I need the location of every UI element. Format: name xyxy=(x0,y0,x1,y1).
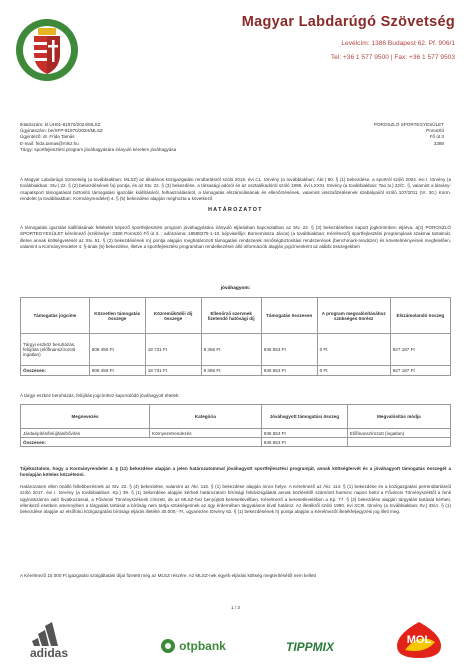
case-officer-email: E-mail: frida.tamas@mlsz.hu xyxy=(20,140,79,146)
table-cell: 908 456 Ft xyxy=(89,366,145,376)
case-reference-block xyxy=(20,122,176,153)
column-header: Elszámolandó összeg xyxy=(390,298,450,334)
table-row xyxy=(21,334,451,366)
page-number: 1 / 3 xyxy=(231,605,240,610)
column-header: Megvalósítás módja xyxy=(347,405,450,429)
registry-number: Iktatószám: kl.UH01-81970/2024/MLSZ xyxy=(20,122,101,127)
mol-wordmark: MOL xyxy=(406,634,432,646)
table-cell: Összesen: xyxy=(21,366,90,376)
adidas-wordmark: adidas xyxy=(29,646,68,660)
column-header: Közvetlen támogatás összege xyxy=(89,298,145,334)
legal-remedy-paragraph: Határozatom ellen önálló fellebbezésnek az Stv. 22. § (4) bekezdése, valamint az Ákr. 116. § (1) bekezdése alapján nincs helye. A Kérelmező az Ákr. 114. § (1) bekezdése és a közigazgatási perrendtartásról szóló 2017. évi I. törvény (a továbbiakban: Kp.) 39. § (1) bekezdése alapján kérheti határozatom bírósági felülvizsgálatát annak közlésétől számított harminc napon belül a Fővárosi Törvényszéktől a fenti ügyiratszámra való hivatkozással, a Fővárosi Törvényszéknek címzett, de az MLSZ-hez benyújtott keresetlevélben. Kérelmező a keresetlevelében a Kp. 77. § (2) bekezdése alapján tárgyalás tartását kérheti, ellenkező esetben amennyiben a tárgyalás tartását a bíróság nem tartja szükségesnek az ügy érdemében tárgyaláson kívül határoz. Az illetékről szóló 1990. évi XCIII. törvény (a továbbiakban: Itv.) 45/A. § (1) bekezdése alapján az elsőfokú közigazgatási bírósági eljárás illetéke 30.000,- Ft, ugyanezen törvény 62. § (1) bekezdésének h) pontja alapján a Kérelmezőt illetékfeljegyzési jog illeti meg. xyxy=(20,484,451,515)
recipient-postcode: 3388 xyxy=(433,140,444,146)
recipient-street: Fő út 3 xyxy=(429,134,444,140)
table-cell: 936 553 Ft xyxy=(261,366,317,376)
table-cell xyxy=(347,438,450,447)
organization-name: Magyar Labdarúgó Szövetség xyxy=(241,14,455,30)
approval-label: jóváhagyom: xyxy=(220,286,251,291)
case-officer: Ügyintéző: dr. Frida Tamás xyxy=(20,134,75,140)
table-header-row xyxy=(21,298,451,334)
table-cell: 18 731 Ft xyxy=(145,366,201,376)
intro-paragraph: A Magyar Labdarúgó Szövetség (a továbbiakban: MLSZ) az általános közigazgatási rendtartásról szóló 2016. évi CL. törvény (a továbbiakban: Ákr.) 80. § (1) bekezdése, a sportról szóló 2004. évi I. törvény (a továbbiakban: Stv.) 22. § (2) bekezdésének fa) pontja, és az Stv. 22. § (3) bekezdése, a társasági adóról és az osztalékadóról szóló 1996. évi LXXXI. törvény (a továbbiakban: Tao tv.) 22/C. §, valamint a látvány-csapatsport támogatását biztosító támogatási igazolás kiállításáról, felhasználásáról, a támogatás elszámolásának és ellenőrzésének, valamint visszafizetésének szabályairól szóló 107/2011 (VI. 30.) Korm. rendelet (a továbbiakban: Kormányrendelet) 4. § (5) bekezdése alapján meghozta a következő xyxy=(20,177,451,201)
table-cell: Járdaépítés/felújítás/bővítés xyxy=(21,429,150,438)
table-cell: 927 187 Ft xyxy=(390,366,450,376)
decision-heading: HATÁROZATOT xyxy=(208,207,263,213)
table-cell: 9 366 Ft xyxy=(201,334,261,366)
table-cell: Környezetrendezés xyxy=(150,429,262,438)
table-total-row xyxy=(21,438,451,447)
table-cell: 9 366 Ft xyxy=(201,366,261,376)
mlsz-logo xyxy=(14,14,80,92)
recipient-name: POROSZLÓ SPORTEGYESÜLET xyxy=(373,122,444,127)
column-header: Támogatás összesen xyxy=(261,298,317,334)
table-cell: 18 731 Ft xyxy=(145,334,201,366)
contact-numbers: Tel: +36 1 577 9500 | Fax: +36 1 577 9503 xyxy=(330,54,455,61)
decision-paragraph: A támogatási igazolás kiállításának feltételét képező sportfejlesztési program jóváhagyására irányuló eljárásban kapcsolatban az Stv. 22. § (3) bekezdésében kapott jogkörömben eljárva, a(z) POROSZLÓ SPORTEGYESÜLET kérelmező (székhelye: 3388 Poroszló Fő út 3. ; adószáma: 18588275-1-10, képviselője: Bornemissza János) (a továbbiakban: Kérelmező) sportfejlesztési programjának szakmai tartalmát, illetve annak költségvetését az Stv. 51. § (2) bekezdésének m) pontja alapján meghatározott támogatási rendszerek minőségbiztosítási rendszerének (benchmark-rendszer) és követelményeinek megfelelően, valamint a Kormányrendelet 4. §-ának (5) bekezdése, illetve a sportfejlesztési programban rendelkezésre álló információk alapján jogcímenként az alábbi összegekben xyxy=(20,225,451,249)
recipient-address-block xyxy=(374,122,444,147)
approved-items-table xyxy=(20,404,451,447)
table-cell: 936 553 Ft xyxy=(261,334,317,366)
otp-leaf-icon xyxy=(160,638,176,654)
otpbank-wordmark: otpbank xyxy=(179,639,226,653)
approved-items-caption: A tárgyi eszköz beruházás, felújítás jogcímhez kapcsolódó jóváhagyott tételek: xyxy=(20,393,180,398)
table-cell: 936 553 Ft xyxy=(261,438,347,447)
tippmix-wordmark: TIPPMIX xyxy=(285,640,334,654)
recipient-city: Poroszló xyxy=(426,128,444,134)
subject-line: Tárgy: sportfejlesztési program jóváhagyására irányuló kérelem jóváhagyása xyxy=(20,146,177,152)
table-cell: 0 Ft xyxy=(317,334,390,366)
adidas-logo xyxy=(18,618,80,660)
funding-summary-table xyxy=(20,297,451,376)
table-cell: Tárgyi eszköz beruházás, felújítás (előfinanszírozott ingatlan) xyxy=(21,334,90,366)
table-cell: 0 Ft xyxy=(317,366,390,376)
column-header: Közreműködői díj összege xyxy=(145,298,201,334)
table-cell: 936 553 Ft xyxy=(261,429,347,438)
otpbank-logo xyxy=(150,618,236,660)
publication-notice: Tájékoztatom, hogy a Kormányrendelet 4. § (11) bekezdése alapján a jelen határozatommal jóváhagyott sportfejlesztési programját, annak költségtervét és a jóváhagyott támogatás összegét a honlapján köteles közzétenni. xyxy=(20,466,451,478)
column-header: Támogatás jogcíme xyxy=(21,298,90,334)
table-total-row xyxy=(21,366,451,376)
column-header: Jóváhagyott támogatási összeg xyxy=(261,405,347,429)
column-header: A program megvalósításához szükséges önrész xyxy=(317,298,390,334)
fee-paragraph: A Kérelmező 15 000 Ft igazgatási szolgáltatási díjat fizetett meg az MLSZ részére. Az MLSZ-nek egyéb eljárási költség megtérítésétől nem kellett xyxy=(20,573,316,578)
table-cell: 908 456 Ft xyxy=(89,334,145,366)
table-row xyxy=(21,429,451,438)
adidas-stripes-icon xyxy=(32,622,66,646)
mol-logo xyxy=(384,618,454,660)
table-cell: Összesen: xyxy=(21,438,262,447)
column-header: Megnevezés xyxy=(21,405,150,429)
postal-address: Levélcím: 1386 Budapest 62. Pf. 906/1 xyxy=(341,40,455,47)
case-number: Ügyiratszám: be/SFP-81970/2024/MLSZ xyxy=(20,128,103,134)
column-header: Ellenőrző szervnek fizetendő hatósági díj xyxy=(201,298,261,334)
tippmix-logo xyxy=(272,618,348,660)
table-cell: 927 187 Ft xyxy=(390,334,450,366)
column-header: Kategória xyxy=(150,405,262,429)
table-cell: Előfinanszírozott (ingatlan) xyxy=(347,429,450,438)
table-header-row xyxy=(21,405,451,429)
